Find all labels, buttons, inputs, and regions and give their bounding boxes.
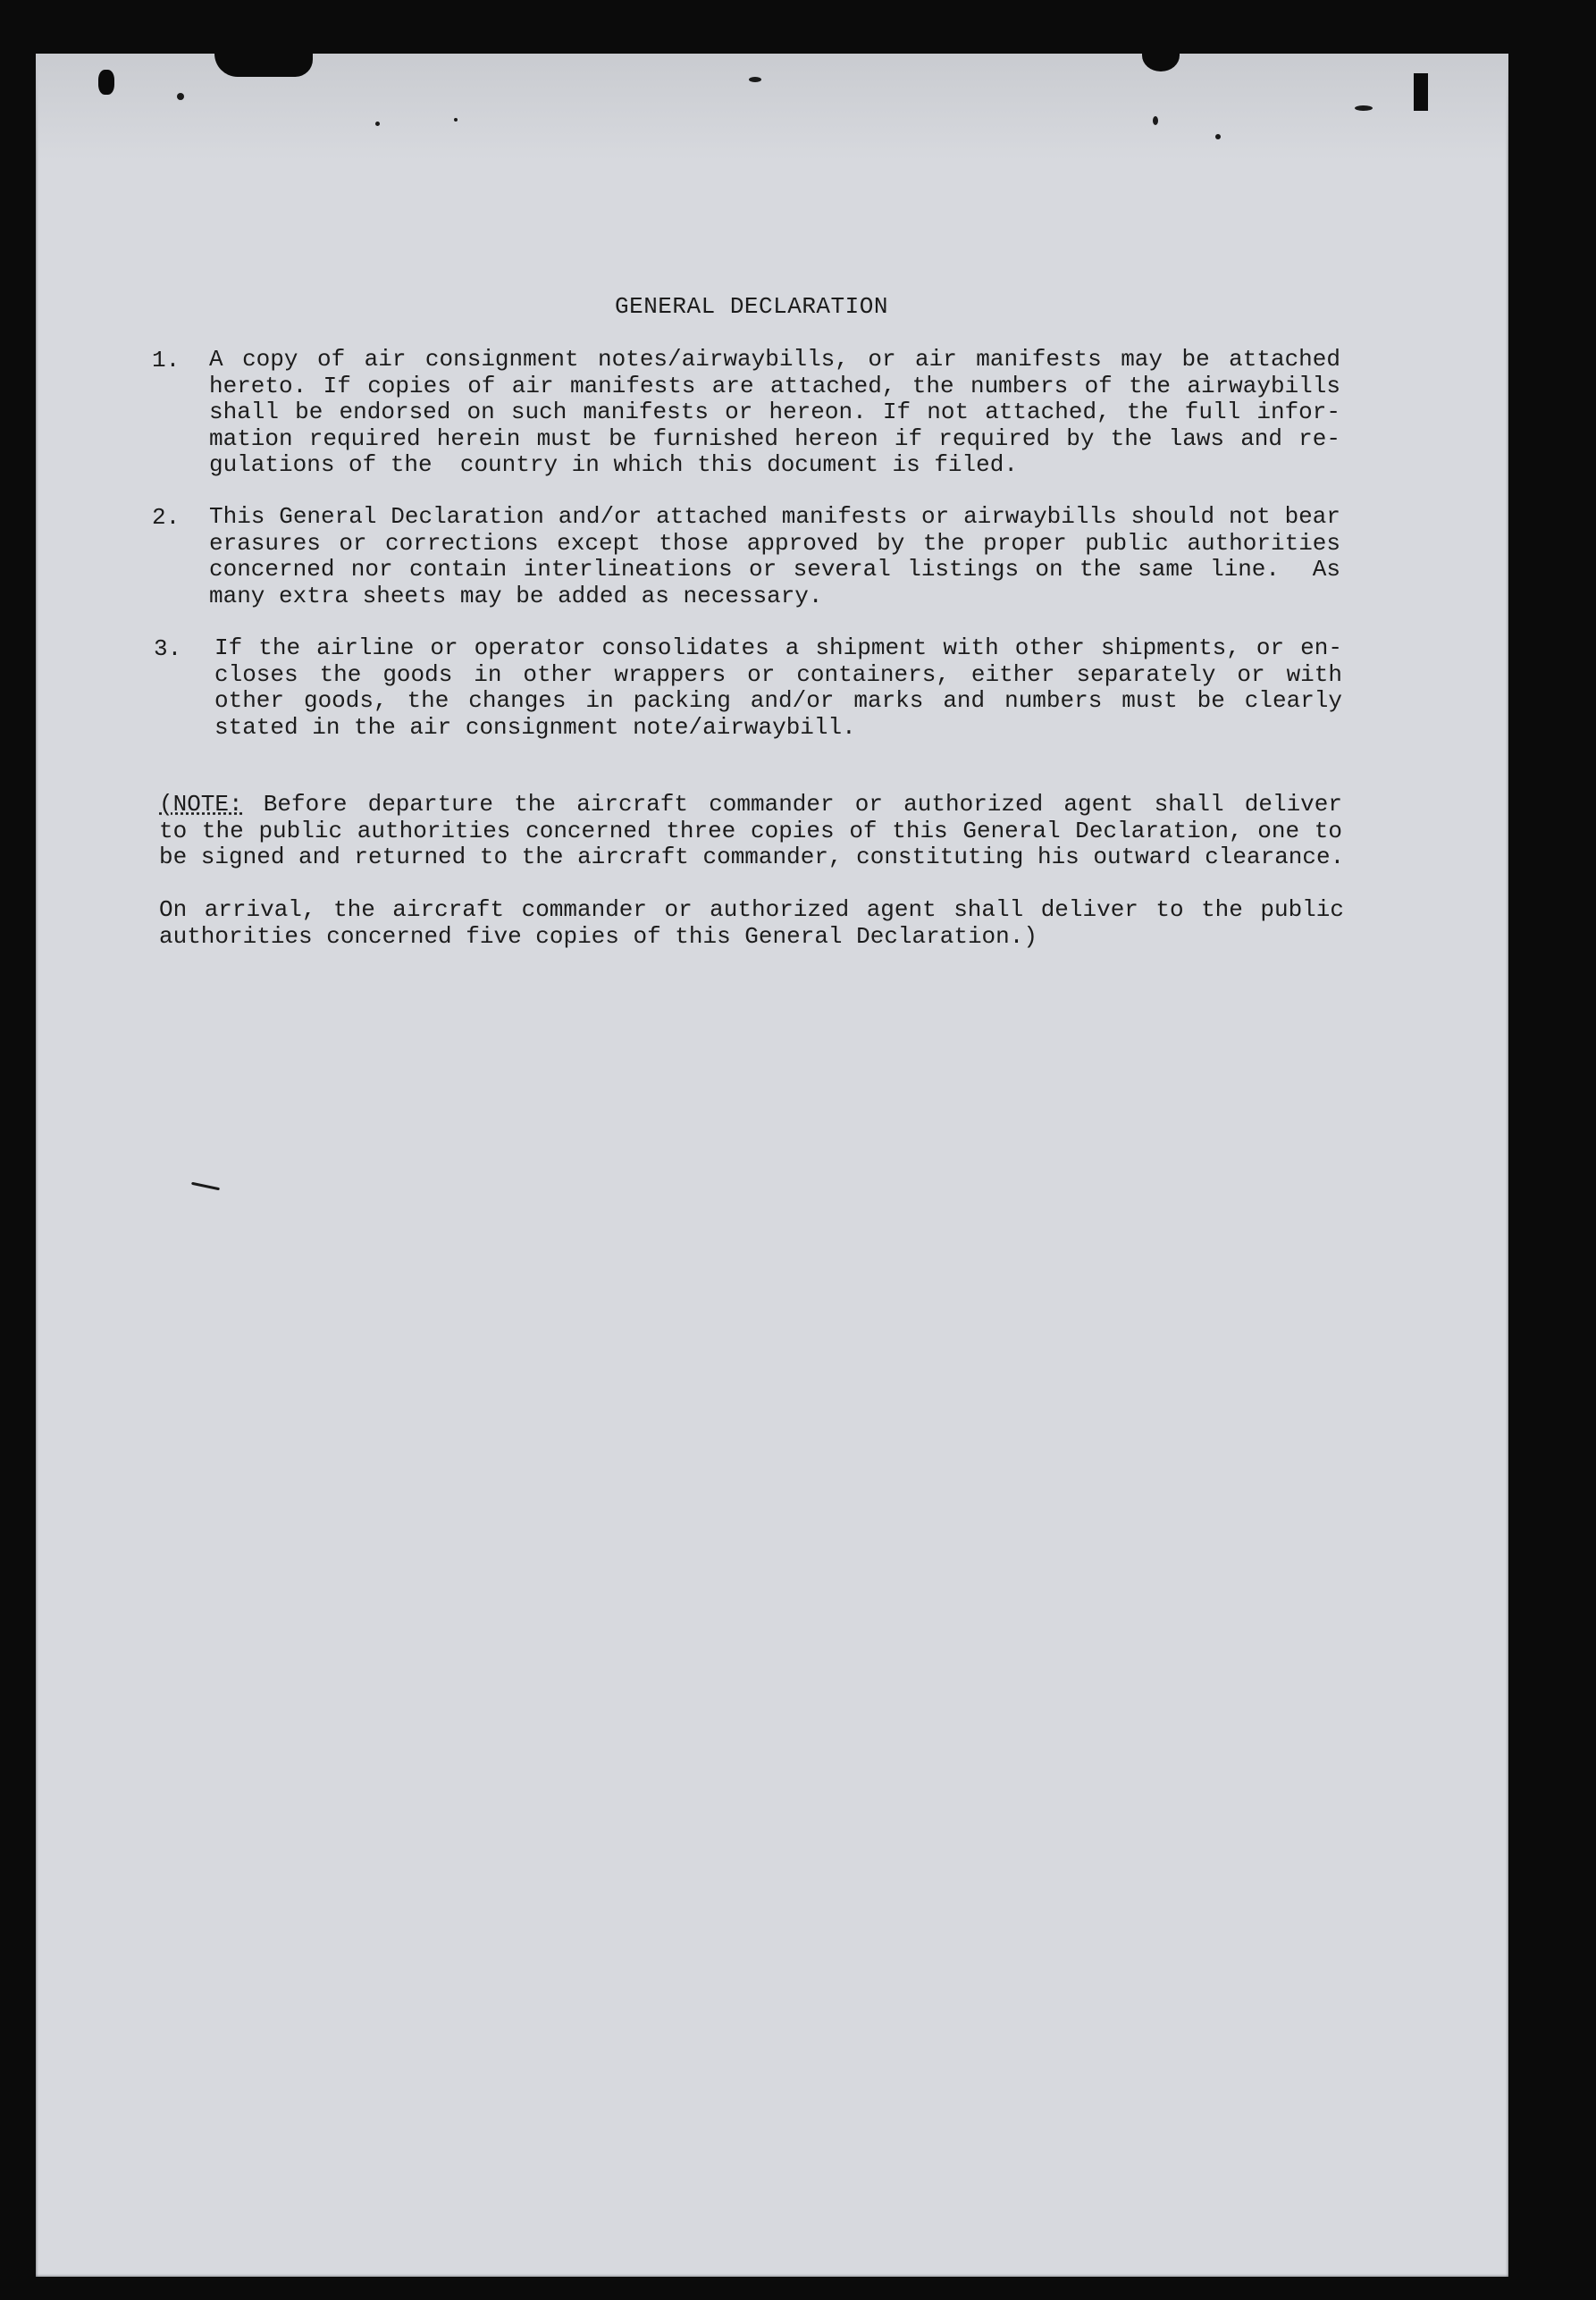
paragraph-line: concerned nor contain interlineations or several listings on the same line. As — [209, 556, 1340, 583]
dust-speck — [1215, 134, 1221, 139]
dust-speck — [1153, 116, 1158, 125]
paragraph-line: authorities concerned five copies of this General Declaration.) — [159, 922, 1037, 950]
paragraph-line: many extra sheets may be added as necessary. — [209, 582, 823, 609]
paragraph-line: be signed and returned to the aircraft commander, constituting his outward clearance. — [159, 844, 1345, 870]
paragraph-line: If the airline or operator consolidates a shipment with other shipments, or en- — [214, 634, 1342, 661]
dust-speck — [177, 93, 184, 100]
item-paragraph-2 — [209, 504, 1340, 609]
note-first-line — [159, 792, 1342, 818]
paragraph-line: erasures or corrections except those approved by the proper public authorities — [209, 529, 1340, 557]
item-paragraph-1 — [209, 347, 1340, 479]
torn-edge-mark — [214, 54, 313, 77]
paragraph-line: shall be endorsed on such manifests or hereon. If not attached, the full infor- — [209, 399, 1340, 425]
torn-edge-mark — [1142, 39, 1180, 71]
dust-speck — [375, 122, 380, 126]
paragraph-line: gulations of the country in which this document is filed. — [209, 451, 1018, 478]
torn-edge-mark — [1414, 73, 1428, 111]
document-title: GENERAL DECLARATION — [615, 293, 888, 320]
item-number: 3. — [154, 635, 182, 662]
dust-speck — [749, 77, 761, 82]
dust-speck — [454, 118, 458, 122]
paragraph-line: hereto. If copies of air manifests are attached, the numbers of the airwaybills — [209, 372, 1340, 399]
paragraph-line: stated in the air consignment note/airwaybill. — [214, 713, 856, 741]
paragraph-line: other goods, the changes in packing and/or marks and numbers must be clearly — [214, 687, 1342, 714]
dust-speck — [1355, 105, 1373, 111]
paragraph-line: On arrival, the aircraft commander or authorized agent shall deliver to the public — [159, 896, 1344, 923]
item-paragraph-3 — [214, 635, 1342, 741]
paragraph-line: mation required herein must be furnished hereon if required by the laws and re- — [209, 424, 1340, 452]
arrival-paragraph — [159, 897, 1344, 950]
note-first-line-text: Before departure the aircraft commander or authorized agent shall deliver — [242, 791, 1342, 818]
paragraph-line: A copy of air consignment notes/airwaybills, or air manifests may be attached — [209, 346, 1340, 373]
item-number: 2. — [152, 504, 181, 531]
paragraph-line: closes the goods in other wrappers or containers, either separately or with — [214, 660, 1342, 688]
torn-edge-mark — [98, 70, 114, 95]
note-label: (NOTE: — [159, 791, 243, 818]
item-number: 1. — [152, 347, 181, 374]
paragraph-line: This General Declaration and/or attached manifests or airwaybills should not bear — [209, 503, 1340, 530]
paragraph-line: to the public authorities concerned three copies of this General Declaration, one to — [159, 817, 1342, 844]
note-paragraph — [159, 791, 1345, 871]
